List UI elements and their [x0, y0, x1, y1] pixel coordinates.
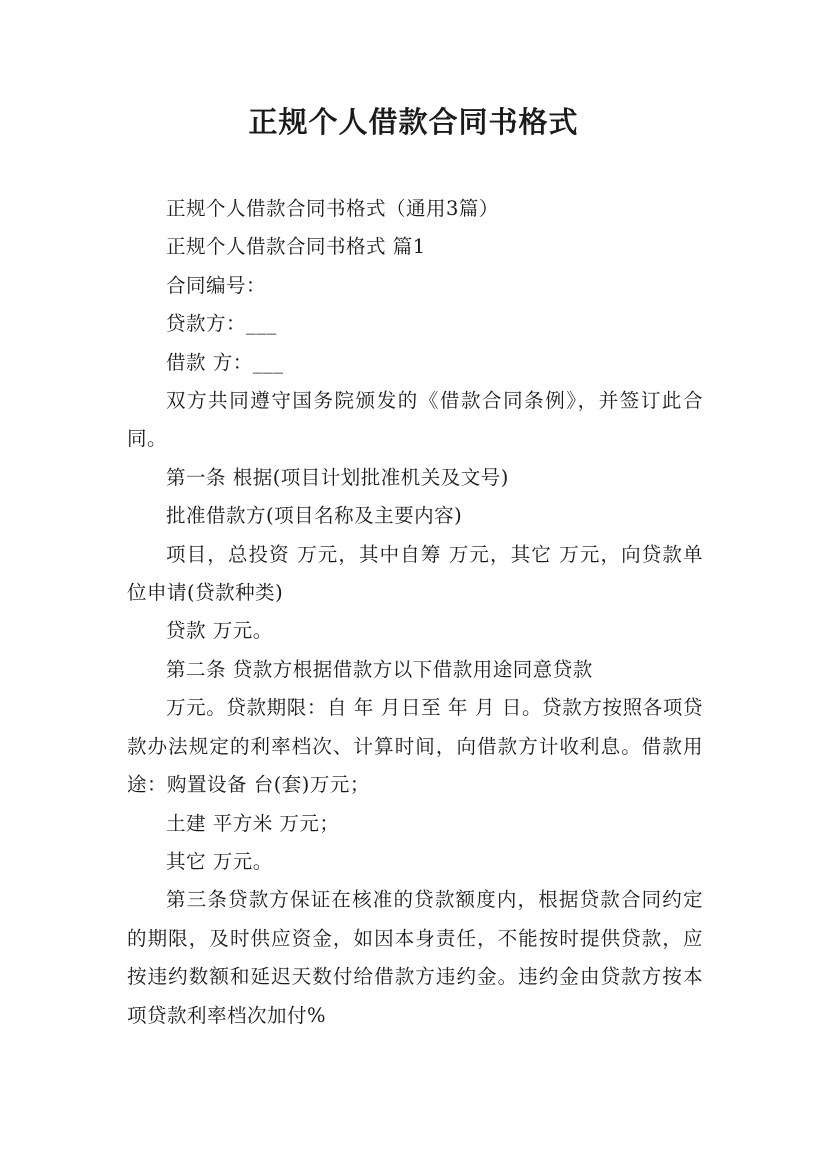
paragraph-approval: 批准借款方(项目名称及主要内容): [166, 504, 463, 528]
paragraph-agreement: 双方共同遵守国务院颁发的《借款合同条例》，并签订此合同。: [127, 389, 703, 451]
paragraph-contract-number: 合同编号：: [166, 273, 267, 297]
document-body: [127, 190, 703, 1035]
paragraph-article-3: 第三条贷款方保证在核准的贷款额度内，根据贷款合同约定的期限，及时供应资金，如因本身责任，不能按时提供贷款，应按违约数额和延迟天数付给借款方违约金。违约金由贷款方按本项贷款利率档次加付%: [127, 888, 703, 1027]
paragraph-lender: 贷款方：___: [166, 312, 277, 336]
paragraph-loan-term: 万元。贷款期限：自 年 月日至 年 月 日。贷款方按照各项贷款办法规定的利率档次、计算时间，向借款方计收利息。借款用途：购置设备 台(套)万元；: [127, 696, 703, 797]
document-title: 正规个人借款合同书格式: [248, 105, 579, 139]
paragraph-article-1: 第一条 根据(项目计划批准机关及文号): [166, 465, 509, 489]
paragraph-section-heading: 正规个人借款合同书格式 篇1: [166, 235, 426, 259]
paragraph-construction: 土建 平方米 万元；: [166, 811, 340, 835]
paragraph-article-2: 第二条 贷款方根据借款方以下借款用途同意贷款: [166, 657, 593, 681]
paragraph-loan-amount: 贷款 万元。: [166, 619, 273, 643]
paragraph-subtitle: 正规个人借款合同书格式（通用3篇）: [166, 197, 499, 220]
paragraph-other: 其它 万元。: [166, 849, 273, 873]
paragraph-borrower: 借款 方：___: [166, 350, 284, 374]
paragraph-project: 项目，总投资 万元，其中自筹 万元，其它 万元，向贷款单位申请(贷款种类): [127, 542, 703, 605]
